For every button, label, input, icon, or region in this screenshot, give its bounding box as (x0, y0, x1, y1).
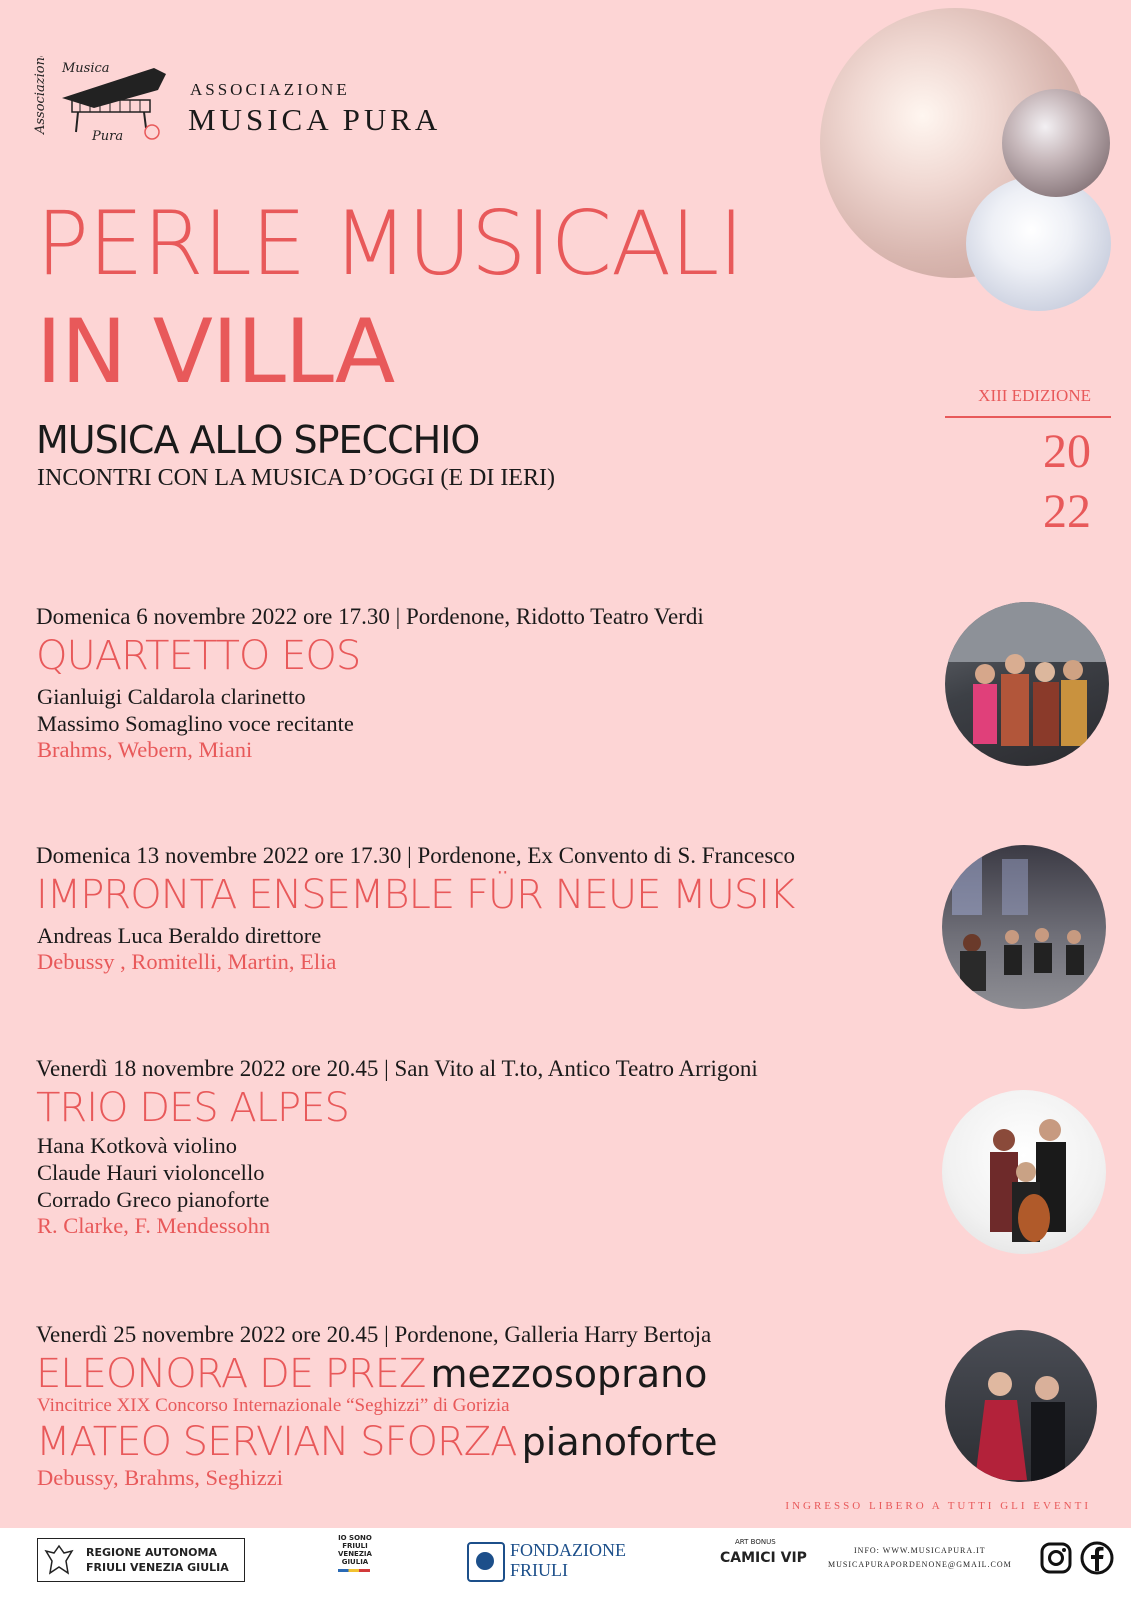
year-part1: 20 (1043, 425, 1091, 478)
award-line: Vincitrice XIX Concorso Internazionale “Seghizzi” di Gorizia (37, 1395, 510, 1416)
event-title-role: pianoforte (521, 1420, 718, 1464)
performer-line: Andreas Luca Beraldo direttore (37, 923, 322, 948)
io-sono-fvg-logo (338, 1534, 372, 1572)
region-logo (37, 1538, 245, 1582)
fondazione-line1: FONDAZIONE (510, 1540, 626, 1560)
event-title: QUARTETTO EOS (36, 633, 361, 679)
event-title-role: mezzosoprano (430, 1352, 708, 1396)
event-program: Debussy, Brahms, Seghizzi (37, 1465, 284, 1490)
footer-sponsors (0, 1528, 1131, 1600)
main-title-line2: IN VILLA (36, 300, 395, 403)
io-sono-line: VENEZIA (338, 1550, 372, 1558)
event-program: Brahms, Webern, Miani (37, 737, 253, 762)
svg-text:Pura: Pura (92, 129, 124, 144)
event-photo-trio-des-alpes (942, 1090, 1106, 1254)
io-sono-line: FRIULI (342, 1542, 368, 1550)
svg-text:Musica: Musica (62, 61, 110, 76)
event-date: Venerdì 25 novembre 2022 ore 20.45 | Pordenone, Galleria Harry Bertoja (36, 1322, 712, 1347)
event-photo-impronta-ensemble (942, 845, 1106, 1009)
performer-line: Corrado Greco pianoforte (37, 1187, 270, 1212)
tagline: INCONTRI CON LA MUSICA D’OGGI (E DI IERI) (37, 465, 555, 491)
event-title-row (36, 1420, 717, 1464)
event-title: ELEONORA DE PREZ (36, 1351, 426, 1397)
edition-divider (945, 416, 1111, 418)
association-name: MUSICA PURA (188, 102, 442, 137)
event-title: TRIO DES ALPES (36, 1085, 349, 1131)
association-logo (34, 56, 174, 148)
event-program: Debussy , Romitelli, Martin, Elia (37, 949, 337, 974)
website-link[interactable]: INFO: WWW.MUSICAPURA.IT (854, 1546, 986, 1555)
fondazione-line2: FRIULI (510, 1560, 568, 1580)
fondazione-icon (467, 1542, 505, 1582)
event-program: R. Clarke, F. Mendessohn (37, 1213, 271, 1238)
camici-vip-logo: CAMICI VIP (720, 1550, 807, 1566)
svg-text:Associazione: Associazione (34, 56, 48, 134)
event-date: Venerdì 18 novembre 2022 ore 20.45 | San Vito al T.to, Antico Teatro Arrigoni (36, 1056, 758, 1081)
facebook-icon[interactable] (1080, 1541, 1114, 1575)
event-photo-quartetto-eos (945, 602, 1109, 766)
io-sono-line: GIULIA (341, 1558, 369, 1566)
contact-info (828, 1544, 1012, 1572)
event-title: IMPRONTA ENSEMBLE FÜR NEUE MUSIK (36, 872, 795, 918)
performer-line: Hana Kotkovà violino (37, 1133, 237, 1158)
art-bonus-label: ART BONUS (735, 1538, 776, 1546)
io-sono-line: IO SONO (338, 1534, 372, 1542)
association-label: ASSOCIAZIONE (190, 80, 350, 99)
event-photo-de-prez-servian (945, 1330, 1097, 1482)
email-link[interactable]: MUSICAPURAPORDENONE@GMAIL.COM (828, 1560, 1012, 1569)
region-line1: REGIONE AUTONOMA (86, 1546, 217, 1559)
year-part2: 22 (1043, 485, 1091, 538)
color-stripe (338, 1569, 370, 1572)
event-title-row (36, 1352, 707, 1396)
free-entry-note: INGRESSO LIBERO A TUTTI GLI EVENTI (785, 1500, 1091, 1512)
performer-line: Massimo Somaglino voce recitante (37, 711, 354, 736)
main-title-line1: PERLE MUSICALI (36, 192, 744, 295)
instagram-icon[interactable] (1040, 1542, 1072, 1574)
fondazione-name (510, 1540, 626, 1580)
pearl-white (966, 176, 1111, 311)
edition-label: XIII EDIZIONE (978, 386, 1091, 405)
event-date: Domenica 6 novembre 2022 ore 17.30 | Pordenone, Ridotto Teatro Verdi (36, 604, 704, 629)
event-date: Domenica 13 novembre 2022 ore 17.30 | Pordenone, Ex Convento di S. Francesco (36, 843, 795, 868)
performer-line: Gianluigi Caldarola clarinetto (37, 684, 306, 709)
eagle-icon (44, 1543, 74, 1577)
event-title: MATEO SERVIAN SFORZA (36, 1419, 517, 1465)
subtitle: MUSICA ALLO SPECCHIO (36, 418, 480, 462)
region-line2: FRIULI VENEZIA GIULIA (86, 1561, 229, 1574)
pearl-grey (1002, 89, 1110, 197)
performer-line: Claude Hauri violoncello (37, 1160, 265, 1185)
